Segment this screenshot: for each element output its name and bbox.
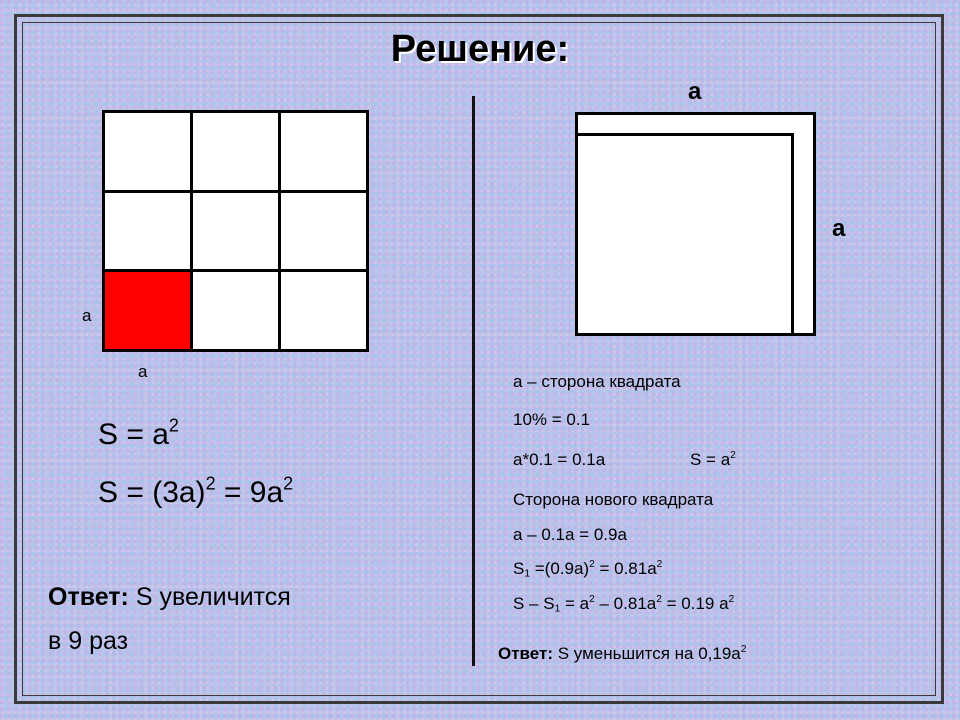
reduced-square: [575, 133, 794, 336]
grid-cell: [281, 113, 366, 190]
right-answer: Ответ: S уменьшится на $0,19a^2$: [498, 643, 747, 663]
right-line-7: $S - S_1 = a^2 - 0.81a^2 = 0.19$ $a^2$: [513, 593, 735, 615]
left-answer: Ответ: S увеличится: [48, 583, 291, 611]
formula-area-small: $S = a^2$: [98, 415, 179, 451]
grid-cell: [193, 113, 278, 190]
right-line-3b: $S = a^2$: [690, 449, 736, 469]
left-answer-line2: в 9 раз: [48, 627, 129, 655]
grid-cell: [193, 193, 278, 270]
grid-cell: [105, 113, 190, 190]
highlighted-unit-square: [105, 272, 190, 349]
formula-area-large: $S = (3a)^2 = 9a^2$: [98, 473, 294, 509]
right-side-label: a: [832, 215, 846, 242]
grid-cell: [281, 193, 366, 270]
vertical-divider: [472, 96, 475, 666]
three-by-three-grid: [102, 110, 369, 352]
top-side-label: a: [688, 78, 702, 105]
side-label-horizontal: a: [138, 362, 148, 381]
right-line-1: a – сторона квадрата: [513, 372, 681, 391]
right-line-4: Сторона нового квадрата: [513, 490, 714, 509]
right-line-3a: a*0.1 = 0.1a: [513, 450, 606, 469]
right-line-2: 10% = 0.1: [513, 410, 591, 429]
grid-cell: [193, 272, 278, 349]
slide-title: Решение:: [390, 28, 570, 70]
side-label-vertical: a: [82, 306, 92, 325]
right-line-6: $S_1 =(0.9a)^2 = 0.81a^2$: [513, 558, 663, 580]
grid-cell: [281, 272, 366, 349]
right-line-5: a – 0.1a = 0.9a: [513, 525, 627, 544]
grid-cell: [105, 193, 190, 270]
